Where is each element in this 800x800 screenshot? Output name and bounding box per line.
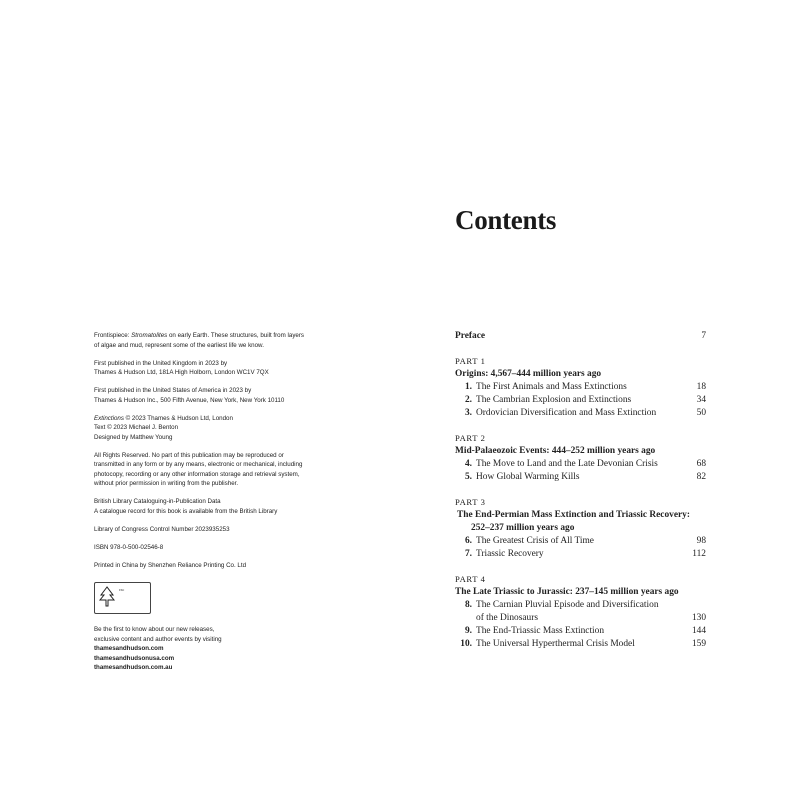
website-uk[interactable]: thamesandhudson.com [94, 645, 164, 652]
chapter-title [476, 625, 604, 638]
toc-chapter [455, 471, 706, 484]
chapter-heading [457, 625, 686, 638]
copyright-page [94, 331, 309, 673]
part-title [455, 509, 706, 535]
toc-chapter [455, 535, 706, 548]
chapter-heading [457, 407, 686, 420]
chapter-heading [457, 471, 686, 484]
chapter-title [476, 381, 627, 394]
uk-publication-note: First published in the United Kingdom in 2023 by Thames & Hudson Ltd, 181A High Holborn, London WC1V 7QX [94, 359, 269, 376]
chapter-number: 5. [464, 472, 472, 482]
toc-part [455, 496, 706, 561]
chapter-page: 144 [691, 626, 706, 636]
chapter-title [476, 458, 658, 471]
chapter-heading [457, 394, 686, 407]
toc-chapter [455, 548, 706, 561]
toc-preface [455, 330, 706, 343]
chapter-page: 82 [696, 472, 706, 482]
toc-chapter [455, 599, 706, 625]
toc-chapter [455, 625, 706, 638]
chapter-title [476, 599, 659, 625]
chapter-title [476, 471, 580, 484]
rights-statement: All Rights Reserved. No part of this publication may be reproduced or transmitted in any form or by any means, electronic or mechanical, including photocopy, recording or any other information storage and retrieval system, without prior permission in writing from the publisher. [94, 451, 303, 487]
chapter-number: 1. [464, 382, 472, 392]
isbn: ISBN 978-0-500-02546-8 [94, 543, 164, 551]
chapter-page: 34 [696, 395, 706, 405]
fsc-logo [94, 582, 151, 614]
chapter-heading [457, 535, 686, 548]
toc-chapter [455, 394, 706, 407]
part-title-text: Mid-Palaeozoic Events: 444–252 million years ago [455, 446, 656, 456]
toc-part [455, 355, 706, 420]
toc-part [455, 432, 706, 484]
part-label: PART 1 [455, 356, 486, 366]
toc-part [455, 573, 706, 651]
toc-chapter [455, 638, 706, 651]
chapter-number: 9. [464, 626, 472, 636]
chapter-title [476, 394, 631, 407]
chapter-heading [457, 548, 686, 561]
preface-page: 7 [701, 331, 706, 341]
part-title [455, 445, 706, 458]
chapter-title [476, 407, 656, 420]
british-library-note: British Library Cataloguing-in-Publication Data A catalogue record for this book is available from the British Library [94, 498, 278, 515]
chapter-title-line: The Move to Land and the Late Devonian Crisis [476, 459, 658, 469]
toc-chapter [455, 407, 706, 420]
chapter-title [476, 638, 635, 651]
chapter-title-line: The Greatest Crisis of All Time [476, 536, 594, 546]
part-title [455, 368, 706, 381]
chapter-title-line: How Global Warming Kills [476, 472, 580, 482]
chapter-title-line: The Cambrian Explosion and Extinctions [476, 395, 632, 405]
part-title-continuation: 252–237 million years ago [471, 523, 575, 533]
chapter-number: 7. [464, 549, 472, 559]
fsc-label: FSC [119, 589, 125, 592]
printed-in: Printed in China by Shenzhen Reliance Printing Co. Ltd [94, 561, 247, 569]
preface-label: Preface [455, 331, 486, 341]
chapter-page: 68 [696, 459, 706, 469]
loc-number: Library of Congress Control Number 2023935253 [94, 525, 230, 533]
chapter-number: 4. [464, 459, 472, 469]
chapter-number: 6. [464, 536, 472, 546]
chapter-heading [457, 599, 686, 625]
frontispiece-caption: Frontispiece: Stromatolites on early Earth. These structures, built from layers of algae and mud, represent some of the earliest life we know. [94, 332, 305, 349]
contents-title: Contents [455, 205, 557, 235]
chapter-number: 2. [464, 395, 472, 405]
newsletter-note: Be the first to know about our new releases, exclusive content and author events by visiting [94, 626, 222, 643]
us-publication-note: First published in the United States of America in 2023 by Thames & Hudson Inc., 500 Fifth Avenue, New York, New York 10110 [94, 387, 285, 404]
part-label: PART 3 [455, 497, 486, 507]
copyright-notice: Extinctions © 2023 Thames & Hudson Ltd, London Text © 2023 Michael J. Benton Designed by Matthew Young [94, 414, 233, 441]
chapter-number: 3. [464, 408, 472, 418]
part-label: PART 4 [455, 574, 486, 584]
part-title-text: The End-Permian Mass Extinction and Triassic Recovery: [457, 510, 690, 520]
chapter-page: 112 [692, 549, 706, 559]
chapter-heading [457, 638, 686, 651]
part-title-text: The Late Triassic to Jurassic: 237–145 million years ago [455, 587, 679, 597]
chapter-title-line: Ordovician Diversification and Mass Extinction [476, 408, 657, 418]
chapter-page: 159 [691, 639, 706, 649]
chapter-page: 18 [696, 382, 706, 392]
chapter-title [476, 548, 544, 561]
part-title [455, 586, 706, 599]
website-au[interactable]: thamesandhudson.com.au [94, 664, 173, 671]
fsc-tree-icon [98, 586, 116, 608]
table-of-contents [455, 330, 706, 663]
chapter-page: 50 [696, 408, 706, 418]
part-title-text: Origins: 4,567–444 million years ago [455, 369, 602, 379]
chapter-heading [457, 381, 686, 394]
chapter-title-line: The Universal Hyperthermal Crisis Model [476, 639, 635, 649]
chapter-page: 130 [691, 613, 706, 623]
chapter-title [476, 535, 594, 548]
toc-chapter [455, 381, 706, 394]
chapter-title-line: of the Dinosaurs [476, 613, 538, 623]
chapter-title-line: The End-Triassic Mass Extinction [476, 626, 605, 636]
chapter-title-line: Triassic Recovery [476, 549, 544, 559]
chapter-page: 98 [696, 536, 706, 546]
chapter-title-line: The First Animals and Mass Extinctions [476, 382, 627, 392]
toc-chapter [455, 458, 706, 471]
toc-parts [455, 355, 706, 651]
part-label: PART 2 [455, 433, 486, 443]
chapter-heading [457, 458, 686, 471]
website-us[interactable]: thamesandhudsonusa.com [94, 654, 175, 662]
chapter-title-line: The Carnian Pluvial Episode and Diversification [476, 600, 659, 610]
chapter-number: 10. [460, 639, 472, 649]
chapter-number: 8. [464, 600, 472, 610]
